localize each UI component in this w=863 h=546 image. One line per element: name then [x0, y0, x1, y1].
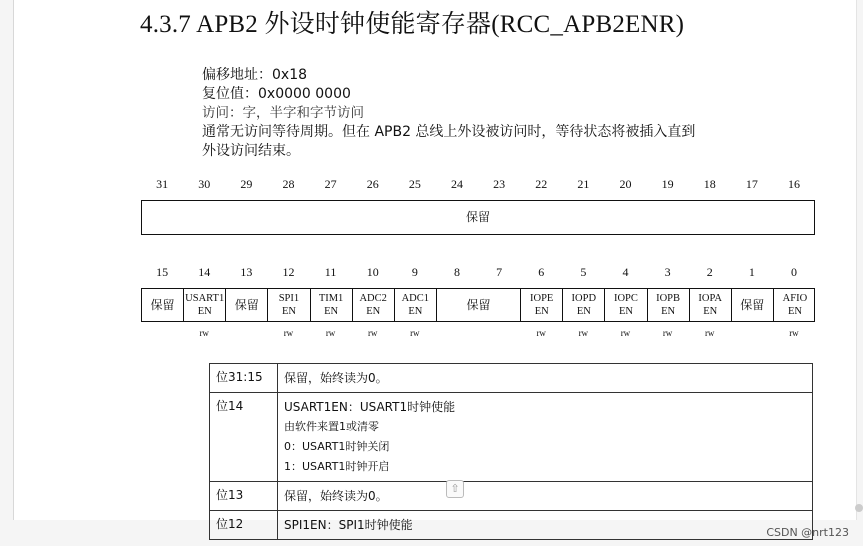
rw-label: rw	[325, 328, 336, 338]
bit-number: 6	[538, 265, 545, 279]
description-text	[278, 511, 812, 539]
register-field: ADC2 EN	[353, 289, 395, 321]
bit-number: 19	[661, 177, 674, 191]
bit-number: 10	[366, 265, 379, 279]
bit-number: 27	[324, 177, 337, 191]
bit-number: 9	[411, 265, 418, 279]
lower-register-box	[141, 288, 815, 322]
bit-description-table	[209, 363, 813, 540]
upper-reserved-field: 保留	[465, 210, 490, 224]
bit-number: 5	[580, 265, 587, 279]
description-bit: 位13	[210, 482, 278, 510]
bit-number: 28	[282, 177, 295, 191]
description-bit: 位31:15	[210, 364, 278, 392]
note-line-1: 通常无访问等待周期。但在 APB2 总线上外设被访问时，等待状态将被插入直到	[202, 124, 696, 140]
description-line: USART1EN：USART1时钟使能	[284, 400, 456, 414]
description-text	[278, 393, 812, 481]
description-line: 由软件来置1或清零	[284, 420, 379, 433]
register-info	[202, 66, 695, 161]
register-field: USART1 EN	[184, 289, 226, 321]
description-text	[278, 482, 812, 510]
bit-number: 2	[706, 265, 713, 279]
rw-label: rw	[704, 328, 715, 338]
section-title: 4.3.7 APB2 外设时钟使能寄存器(RCC_APB2ENR)	[140, 11, 685, 38]
rw-label: rw	[367, 328, 378, 338]
register-field: AFIO EN	[782, 293, 808, 317]
bit-number: 29	[240, 177, 253, 191]
bit-number: 18	[703, 177, 716, 191]
access-text: 访问：字，半字和字节访问	[202, 105, 364, 121]
rw-label: rw	[789, 328, 799, 338]
scroll-indicator-dot	[855, 504, 863, 512]
description-line: 保留，始终读为0。	[284, 489, 388, 503]
document-page	[13, 0, 857, 532]
bit-number: 21	[577, 177, 590, 191]
bit-number: 31	[156, 177, 169, 191]
description-text	[278, 364, 812, 392]
description-line: 1：USART1时钟开启	[284, 460, 390, 473]
note-line-2: 外设访问结束。	[202, 143, 300, 159]
rw-label: rw	[199, 328, 209, 338]
bit-number: 1	[748, 265, 755, 279]
description-bit: 位14	[210, 393, 278, 481]
bit-number: 12	[282, 265, 295, 279]
register-field: 保留	[732, 289, 774, 321]
register-field: IOPB EN	[648, 289, 690, 321]
register-field: IOPA EN	[690, 289, 732, 321]
bit-number: 3	[664, 265, 671, 279]
rw-label: rw	[620, 328, 631, 338]
rw-label: rw	[283, 328, 294, 338]
register-field: IOPE EN	[521, 289, 563, 321]
register-field: ADC1 EN	[395, 289, 437, 321]
description-row	[210, 364, 812, 393]
upper-register-box	[141, 200, 815, 235]
bit-number: 0	[790, 265, 797, 279]
register-field: IOPC EN	[605, 289, 647, 321]
register-field: SPI1 EN	[268, 289, 310, 321]
bit-number: 17	[745, 177, 758, 191]
bit-number: 26	[366, 177, 379, 191]
description-line: SPI1EN：SPI1时钟使能	[284, 518, 413, 532]
bit-number: 24	[450, 177, 463, 191]
rw-label: rw	[662, 328, 673, 338]
description-row	[210, 482, 812, 511]
bit-number: 11	[324, 265, 337, 279]
bit-number: 13	[240, 265, 253, 279]
csdn-watermark: CSDN @nrt123	[766, 526, 849, 539]
bit-number: 8	[453, 265, 460, 279]
bit-number: 4	[622, 265, 629, 279]
description-bit: 位12	[210, 511, 278, 539]
bit-number: 16	[787, 177, 800, 191]
rw-label: rw	[536, 328, 546, 338]
register-field: 保留	[437, 289, 521, 321]
description-line: 保留，始终读为0。	[284, 371, 388, 385]
rw-label: rw	[578, 328, 589, 338]
register-field: 保留	[142, 289, 184, 321]
reset-value: 复位值：0x0000 0000	[202, 86, 351, 102]
rw-label: rw	[410, 328, 420, 338]
bit-number: 23	[493, 177, 506, 191]
bit-number: 15	[156, 265, 169, 279]
register-field: IOPD EN	[563, 289, 605, 321]
upload-icon[interactable]: ⇧	[446, 480, 464, 498]
register-field: 保留	[226, 289, 268, 321]
bit-number: 7	[496, 265, 503, 279]
register-field: TIM1 EN	[311, 289, 353, 321]
bit-number: 25	[408, 177, 421, 191]
bit-number: 14	[198, 265, 211, 279]
description-line: 0：USART1时钟关闭	[284, 440, 390, 453]
bit-number: 30	[198, 177, 211, 191]
description-row	[210, 511, 812, 539]
bit-number: 20	[619, 177, 632, 191]
description-row	[210, 393, 812, 482]
offset-address: 偏移地址：0x18	[202, 67, 308, 83]
bit-number: 22	[535, 177, 548, 191]
